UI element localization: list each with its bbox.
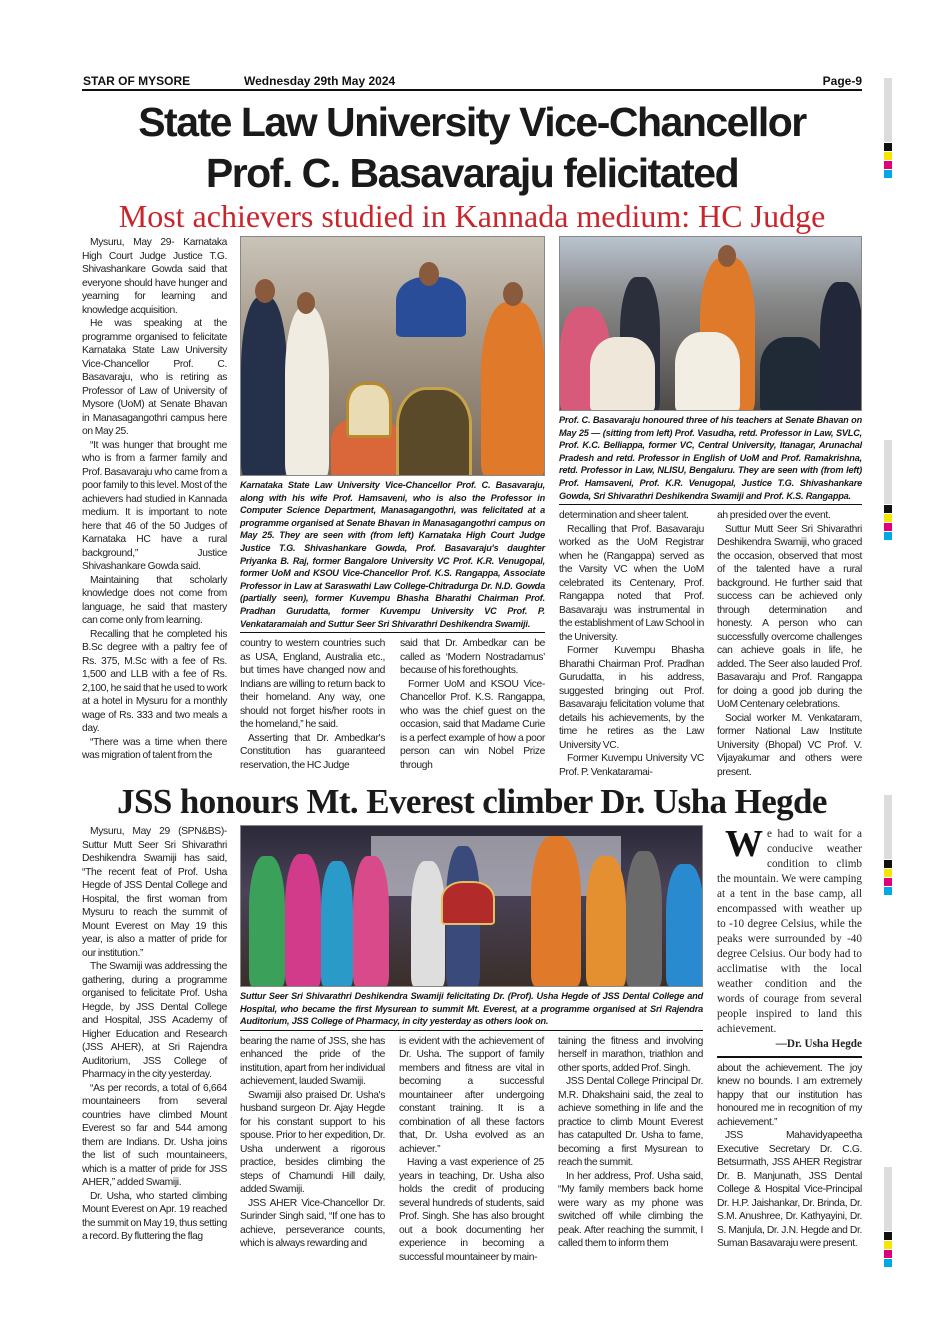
registration-black: [884, 860, 892, 868]
paragraph: “As per records, a total of 6,664 mountaineers from several countries have climbed Mount Everest so far and 544 among them are Indians. Dr. Usha joins the list of such mountaineers, which is a matter of pride for JSS AHER,” added Swamiji.: [82, 1082, 227, 1189]
paragraph: JSS AHER Vice-Chancellor Dr. Surinder Singh said, “If one has to achieve, perseverance counts, which is always rewarding and: [240, 1197, 385, 1250]
story2-column-2: [240, 1035, 385, 1251]
paragraph: determination and sheer talent.: [559, 510, 689, 522]
drop-cap: W: [725, 823, 763, 866]
story2: [82, 825, 862, 1264]
pull-quote: [717, 825, 862, 1052]
page-body: [82, 236, 862, 1264]
story2-column-3: [399, 1035, 544, 1265]
story2-column-5: [717, 1062, 862, 1251]
paragraph: JSS Dental College Principal Dr. M.R. Dhakshaini said, the zeal to achieve something in life and the practice to climb Mount Everest has catapulted Dr. Usha to fame, becoming a first Mysurean to reach the summit.: [558, 1076, 703, 1169]
registration-yellow: [884, 514, 892, 522]
registration-strip: [884, 440, 892, 504]
registration-yellow: [884, 152, 892, 160]
registration-black: [884, 505, 892, 513]
paragraph: “There was a time when there was migration of talent from the: [82, 736, 227, 761]
story1-column-3: [400, 637, 545, 772]
paragraph: Having a vast experience of 25 years in teaching, Dr. Usha also holds the credit of producing several hundreds of students, said Prof. Singh. She has also brought out a book documenting her experience in becoming a successful mountaineer by main-: [399, 1157, 544, 1263]
newspaper-name: STAR OF MYSORE: [83, 74, 191, 88]
paragraph: is evident with the achievement of Dr. Usha. The support of family members and fitness are vital in becoming a successful mountaineer after undergoing constant training. It is a combination of all these factors that, Dr. Usha evolved as an achiever.”: [399, 1035, 544, 1155]
registration-cyan: [884, 887, 892, 895]
story2-column-4: [558, 1035, 703, 1251]
paragraph: Asserting that Dr. Ambedkar's Constitution has guaranteed reservation, the HC Judge: [240, 732, 385, 771]
paragraph: Recalling that he completed his B.Sc degree with a paltry fee of Rs. 375, M.Sc with a fee of Rs. 1,500 and LLB with a fee of Rs. 2,100, he said that he used to work at a hotel in Mysuru for a monthly wage of Rs. 333 and two meals a day.: [82, 628, 227, 734]
subheadline: Most achievers studied in Kannada medium: HC Judge: [118, 198, 826, 234]
paragraph: Former UoM and KSOU Vice-Chancellor Prof. K.S. Rangappa, who was the chief guest on the occasion, said that Madame Curie is a perfect example of how a poor person can win Nobel Prize through: [400, 678, 545, 771]
registration-black: [884, 143, 892, 151]
registration-magenta: [884, 523, 892, 531]
story1-middle-block: [240, 236, 545, 772]
paragraph: Swamiji also praised Dr. Usha's husband surgeon Dr. Ajay Hegde for his constant support to his spouse. Prior to her expedition, Dr. Usha underwent a rigorous practice, besides climbing the steps of Chamundi Hill daily, added Swamiji.: [240, 1089, 385, 1196]
usha-hegde-felicitation-photo: [240, 825, 703, 987]
quote-rule: [717, 1056, 862, 1058]
paragraph: bearing the name of JSS, she has enhanced the pride of the institution, apart from her individual achievement, lauded Swamiji.: [240, 1035, 385, 1088]
story1-column-5: [717, 509, 862, 779]
story2-column-1: [82, 825, 227, 1244]
issue-date: Wednesday 29th May 2024: [244, 74, 396, 88]
photo2-caption: Prof. C. Basavaraju honoured three of his teachers at Senate Bhavan on May 25 — (sitting from left) Prof. Vasudha, retd. Professor in Law, SVLC, Prof. K.C. Belliappa, former VC, Central University, Itanagar, Arunachal Pradesh and retd. Professor in English of UoM and Prof. Ramakrishna, retd. Professor in Law, NLISU, Bengaluru. They are seen with (from left) Prof. Hamsaveni, Prof. K.R. Venugopal, Justice T.G. Shivashankare Gowda, Sri Shivarathri Deshikendra Swamiji and Prof. K.S. Rangappa.: [559, 414, 862, 505]
registration-strip: [884, 78, 892, 142]
page-number: Page-9: [822, 74, 862, 88]
header-rule: [82, 89, 862, 91]
paragraph: Former Kuvempu University VC Prof. P. Venkataramai-: [559, 753, 704, 778]
paragraph: “It was hunger that brought me who is from a farmer family and Prof. Basavaraju who came from a poor family to this level. Most of the achievers had studied in Kannada medium. It is important to note here that 46 of the 50 Judges of Karnataka HC have a rural background,” Justice Shivashankare Gowda said.: [82, 439, 227, 572]
paragraph: taining the fitness and involving herself in marathon, triathlon and other sports, added Prof. Singh.: [558, 1035, 703, 1074]
paragraph: country to western countries such as USA, England, Australia etc., but times have changed now and Indians are willing to return back to their homeland. Any way, one should not forget his/her roots in the homeland,” he said.: [240, 638, 385, 731]
paragraph: Maintaining that scholarly knowledge does not come from language, he said that mastery can come only from learning.: [82, 574, 227, 626]
story2-right-block: [717, 825, 862, 1251]
registration-strip: [884, 795, 892, 859]
registration-magenta: [884, 1250, 892, 1258]
story1: [82, 236, 862, 779]
paragraph: Former Kuvempu Bhasha Bharathi Chairman Prof. Pradhan Gurudatta, in his address, suggested bringing out Prof. Basavaraju felicitation volume that details his achievements, by the time he retires as the Law University VC.: [559, 645, 704, 751]
paragraph: said that Dr. Ambedkar can be called as ‘Modern Nostradamus’ because of his forethoughts.: [400, 638, 545, 677]
teachers-honoured-photo: [559, 236, 862, 411]
paragraph: Mysuru, May 29 (SPN&BS)- Suttur Mutt Seer Sri Shivarathri Deshikendra Swamiji has said, “The recent feat of Prof. Usha Hegde of JSS Dental College and Hospital, the first woman from Mysuru to reach the summit of Mount Everest on May 19 this year, is also a matter of pride for our institution.”: [82, 826, 227, 959]
paragraph: In her address, Prof. Usha said, “My family members back home were wary as my phone was switched off while climbing the peak. After reaching the summit, I called them to inform them: [558, 1170, 703, 1250]
paragraph: Social worker M. Venkataram, former National Law Institute University (Bhopal) VC Prof. V. Vijayakumar and others were present.: [717, 712, 862, 778]
registration-yellow: [884, 869, 892, 877]
story1-column-2: [240, 637, 385, 772]
registration-cyan: [884, 532, 892, 540]
story1-right-block: [559, 236, 862, 779]
registration-cyan: [884, 170, 892, 178]
headline-line-1: State Law University Vice-Chancellor: [138, 99, 806, 145]
story2-headline: JSS honours Mt. Everest climber Dr. Usha Hegde: [117, 782, 827, 822]
photo1-caption: Karnataka State Law University Vice-Chancellor Prof. C. Basavaraju, along with his wife Prof. Hamsaveni, who is also the Professor in Computer Science Department, Manasagangothri, was felicitated at a programme organised at Senate Bhavan in Manasagangothri campus on May 25. They are seen with (from left) Karnataka High Court Judge Justice T.G. Shivashankare Gowda, Prof. Basavaraju's daughter Priyanka B. Raj, former Bangalore University VC Prof. K.R. Venugopal, former UoM and KSOU Vice-Chancellor Prof. K.S. Rangappa, Associate Professor in Law at Saraswathi Law College-Chitradurga Dr. N.D. Gowda (partially seen), former Kuvempu Bhasha Bharathi Chairman Prof. Pradhan Gurudatta, former Kuvempu University VC Prof. P. Venkataramaiah and Suttur Seer Sri Shivarathri Deshikendra Swamiji.: [240, 479, 545, 633]
quote-attribution: —Dr. Usha Hegde: [775, 1038, 862, 1051]
quote-text: e had to wait for a conducive weather condition to climb the mountain. We were camping at a tent in the base camp, all encompassed with weather up to -10 degree Celsius, while the peaks were surrounded by -40 degree Celsius. Our body had to acclimatise with the local weather condition and the words of courage from several people inspired to land this achievement.: [717, 828, 862, 1036]
story1-column-1: [82, 236, 227, 763]
headline-line-2: Prof. C. Basavaraju felicitated: [205, 150, 739, 196]
paragraph: Dr. Usha, who started climbing Mount Everest on Apr. 19 reached the summit on May 19, thus setting a record. By fluttering the flag: [82, 1190, 227, 1243]
paragraph: Suttur Mutt Seer Sri Shivarathri Deshikendra Swamiji, who graced the occasion, observed that most of the talented have a rural background. He further said that success can be achieved only through determination and honesty. A person who can successfully overcome challenges can achieve goals in life, he added. The Seer also lauded Prof. Basavaraju and Prof. Rangappa for doing a good job during the UoM Centenary celebrations.: [717, 523, 862, 711]
paragraph: The Swamiji was addressing the gathering, during a programme organised to felicitate Prof. Usha Hegde, by JSS Dental College and Hospital, JSS Academy of Higher Education and Research (JSS AHER), at Sri Rajendra Auditorium, JSS College of Pharmacy in the city yesterday.: [82, 961, 227, 1081]
paragraph: JSS Mahavidyapeetha Executive Secretary Dr. C.G. Betsurmath, JSS AHER Registrar Dr. B. Manjunath, JSS Dental College & Hospital Vice-Principal Dr. H.P. Jaishankar, Dr. Brinda, Dr. S.M. Anushree, Dr. Kathyayini, Dr. S. Manjula, Dr. J.N. Hegde and Dr. Suman Basavaraju were present.: [717, 1130, 862, 1250]
photo3-caption: Suttur Seer Sri Shivarathri Deshikendra Swamiji felicitating Dr. (Prof). Usha Hegde of JSS Dental College and Hospital, who became the first Mysurean to summit Mt. Everest, at a programme organised at Sri Rajendra Auditorium, JSS College of Pharmacy, in city yesterday as others look on.: [240, 990, 703, 1031]
paragraph: Mysuru, May 29- Karnataka High Court Judge Justice T.G. Shivashankare Gowda said that everyone should have hunger and yearning for learning and knowledge acquisition.: [82, 237, 227, 316]
registration-magenta: [884, 161, 892, 169]
registration-strip: [884, 1167, 892, 1231]
paragraph: He was speaking at the programme organised to felicitate Karnataka State Law University Vice-Chancellor Prof. C. Basavaraju, who is retiring as Professor of Law of University of Mysore (UoM) at Senate Bhavan in Manasagangothri campus here on May 25.: [82, 318, 227, 437]
registration-magenta: [884, 878, 892, 886]
story1-column-4: [559, 509, 704, 779]
paragraph: about the achievement. The joy knew no bounds. I am extremely happy that our institution has honoured me in recognition of my achievement.”: [717, 1062, 862, 1128]
registration-cyan: [884, 1259, 892, 1267]
paragraph: Recalling that Prof. Basavaraju worked as the UoM Registrar when he (Rangappa) served as the Varsity VC when the UoM celebrated its Centenary, Prof. Rangappa noted that Prof. Basavaraju was instrumental in the establishment of Law School in the University.: [559, 523, 704, 643]
story2-middle-block: [240, 825, 703, 1264]
registration-yellow: [884, 1241, 892, 1249]
registration-black: [884, 1232, 892, 1240]
paragraph: ah presided over the event.: [717, 510, 831, 522]
felicitation-photo: [240, 236, 545, 476]
